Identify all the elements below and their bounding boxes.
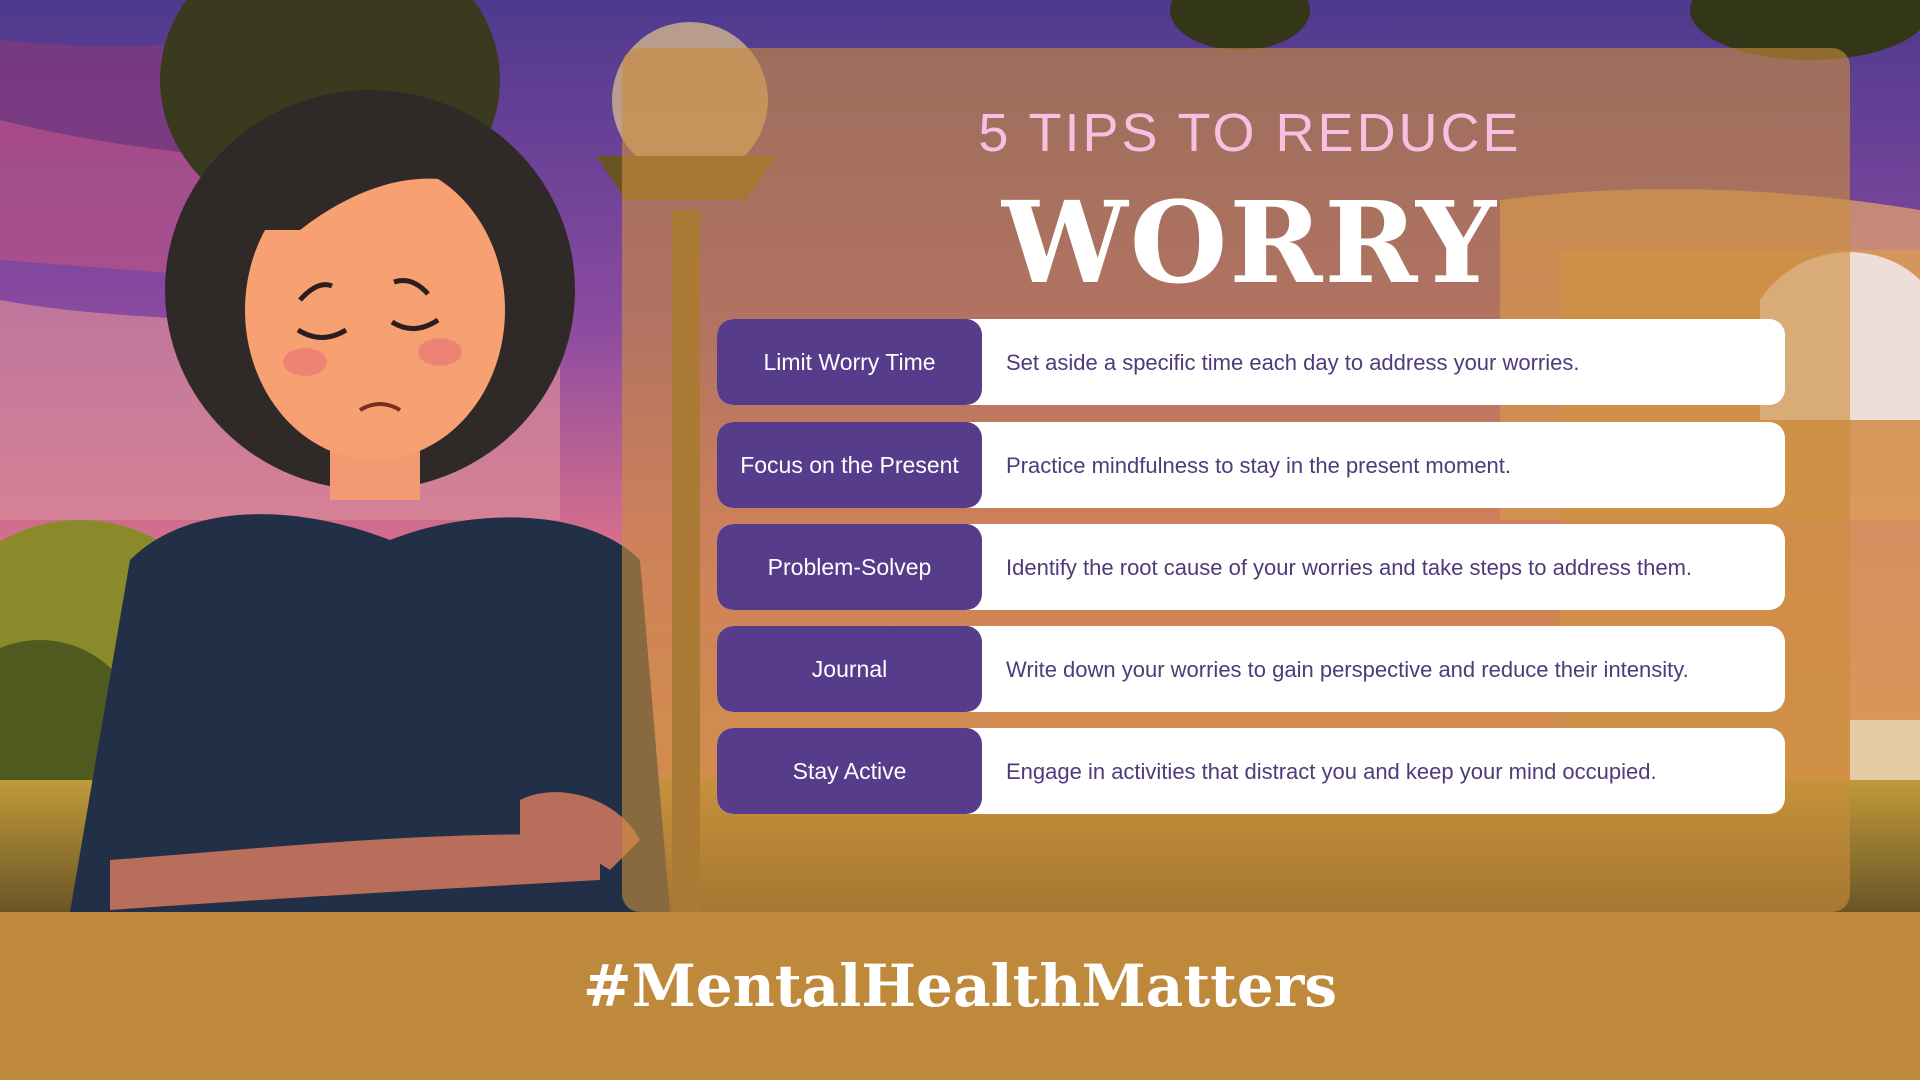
tip-label: Stay Active xyxy=(717,728,982,814)
tip-label: Focus on the Present xyxy=(717,422,982,508)
page-subtitle: 5 TIPS TO REDUCE xyxy=(978,103,1522,163)
tip-label: Limit Worry Time xyxy=(717,319,982,405)
tip-card xyxy=(717,422,1785,508)
tip-card xyxy=(717,524,1785,610)
tip-description: Identify the root cause of your worries and take steps to address them. xyxy=(1006,554,1693,580)
tip-description: Practice mindfulness to stay in the present moment. xyxy=(1006,452,1512,478)
hashtag-text: #MentalHealthMatters xyxy=(582,952,1338,1020)
page-title: WORRY xyxy=(1001,178,1498,309)
tip-label: Journal xyxy=(717,626,982,712)
tip-card xyxy=(717,626,1785,712)
tip-description: Engage in activities that distract you and keep your mind occupied. xyxy=(1006,758,1657,784)
tip-card xyxy=(717,319,1785,405)
tip-card xyxy=(717,728,1785,814)
tip-label: Problem-Solvep xyxy=(717,524,982,610)
tip-description: Set aside a specific time each day to address your worries. xyxy=(1006,349,1580,375)
tip-description: Write down your worries to gain perspective and reduce their intensity. xyxy=(1006,656,1689,682)
